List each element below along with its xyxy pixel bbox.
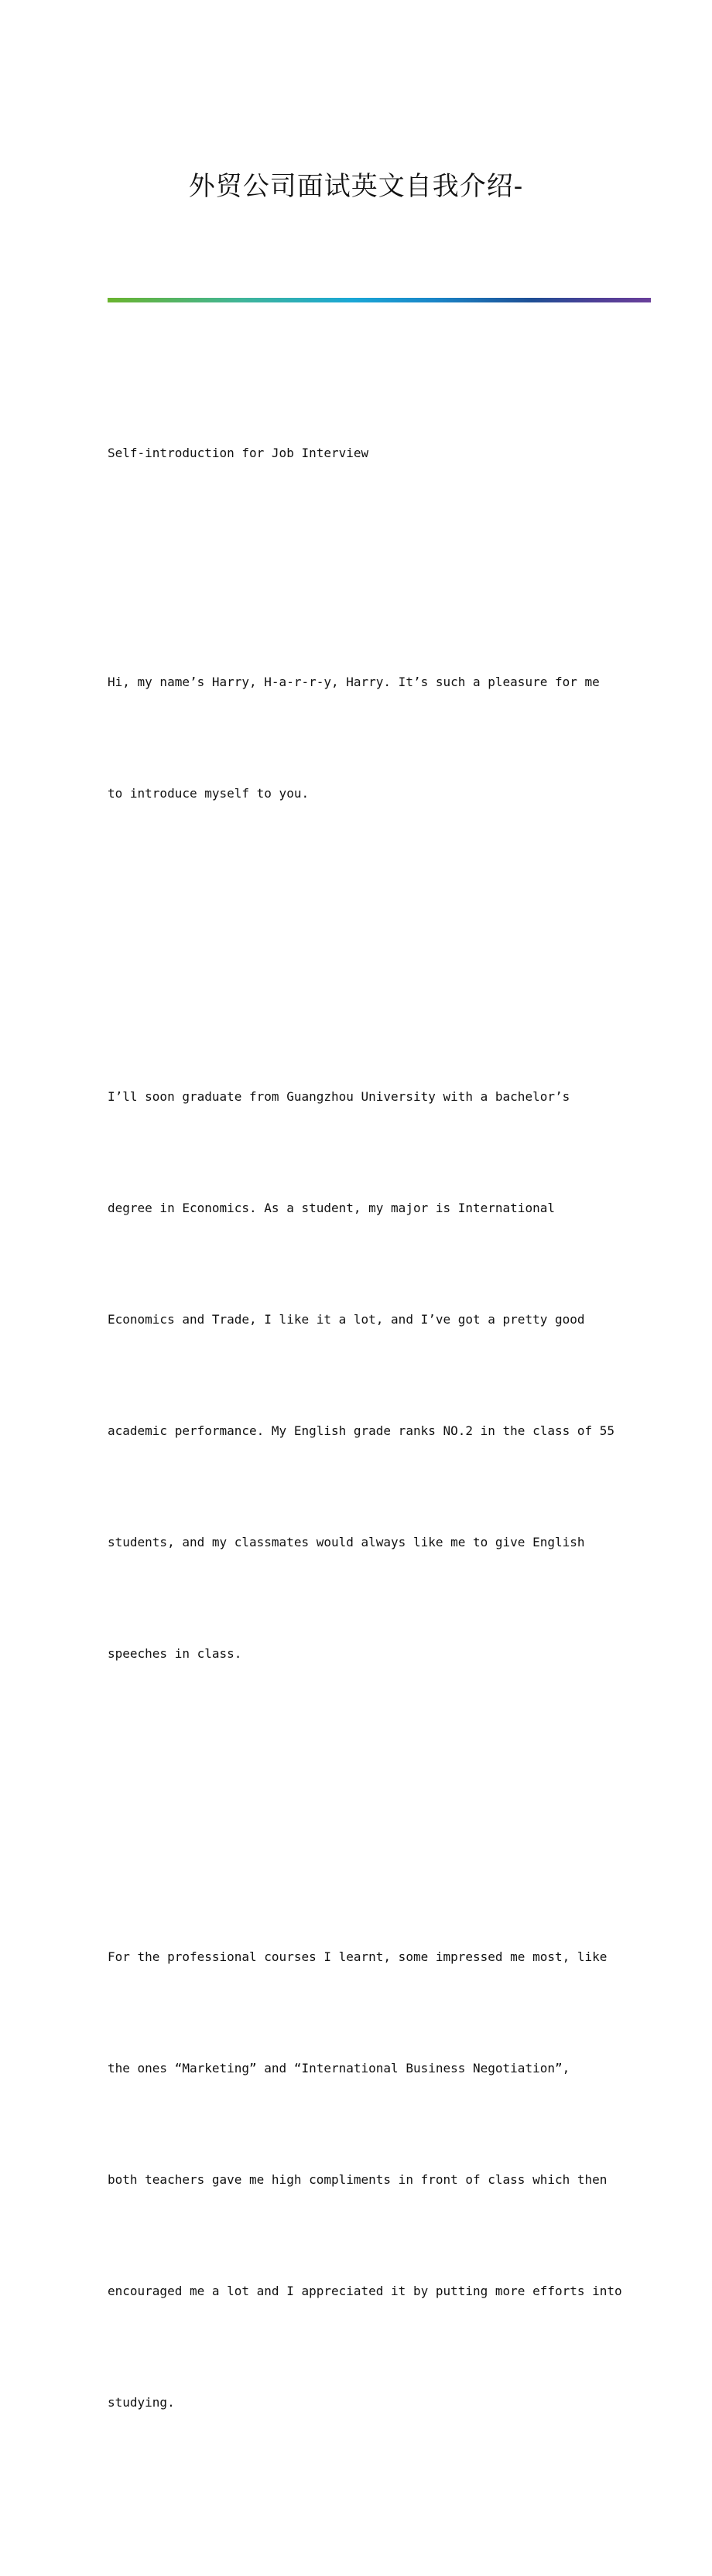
paragraph-line: students, and my classmates would always like me to give English [108,1535,585,1549]
paragraph-line: academic performance. My English grade ranks NO.2 in the class of 55 [108,1423,615,1438]
paragraph-line: degree in Economics. As a student, my major is International [108,1201,555,1215]
paragraph-line: studying. [108,2395,175,2410]
paragraph-line: speeches in class. [108,1646,242,1661]
paragraph-line: both teachers gave me high compliments in front of class which then [108,2172,608,2187]
paragraph-line: the ones “Marketing” and “International Business Negotiation”, [108,2061,570,2075]
paragraph-line: Economics and Trade, I like it a lot, and I’ve got a pretty good [108,1312,585,1327]
paragraph-2 [108,1004,618,1747]
paragraph-1 [108,589,618,887]
paragraph-line: to introduce myself to you. [108,786,310,801]
paragraph-line: For the professional courses I learnt, some impressed me most, like [108,1949,608,1964]
paragraph-line: encouraged me a lot and I appreciated it by putting more efforts into [108,2284,622,2298]
section-heading: Self-introduction for Job Interview [108,446,369,460]
paragraph-line: Hi, my name’s Harry, H-a-r-r-y, Harry. It’s such a pleasure for me [108,675,600,689]
gradient-divider [108,298,651,302]
document-body [108,360,622,2576]
paragraph-3 [108,1864,622,2496]
paragraph-line: I’ll soon graduate from Guangzhou University with a bachelor’s [108,1089,570,1104]
document-title: 外贸公司面试英文自我介绍- [188,171,524,202]
